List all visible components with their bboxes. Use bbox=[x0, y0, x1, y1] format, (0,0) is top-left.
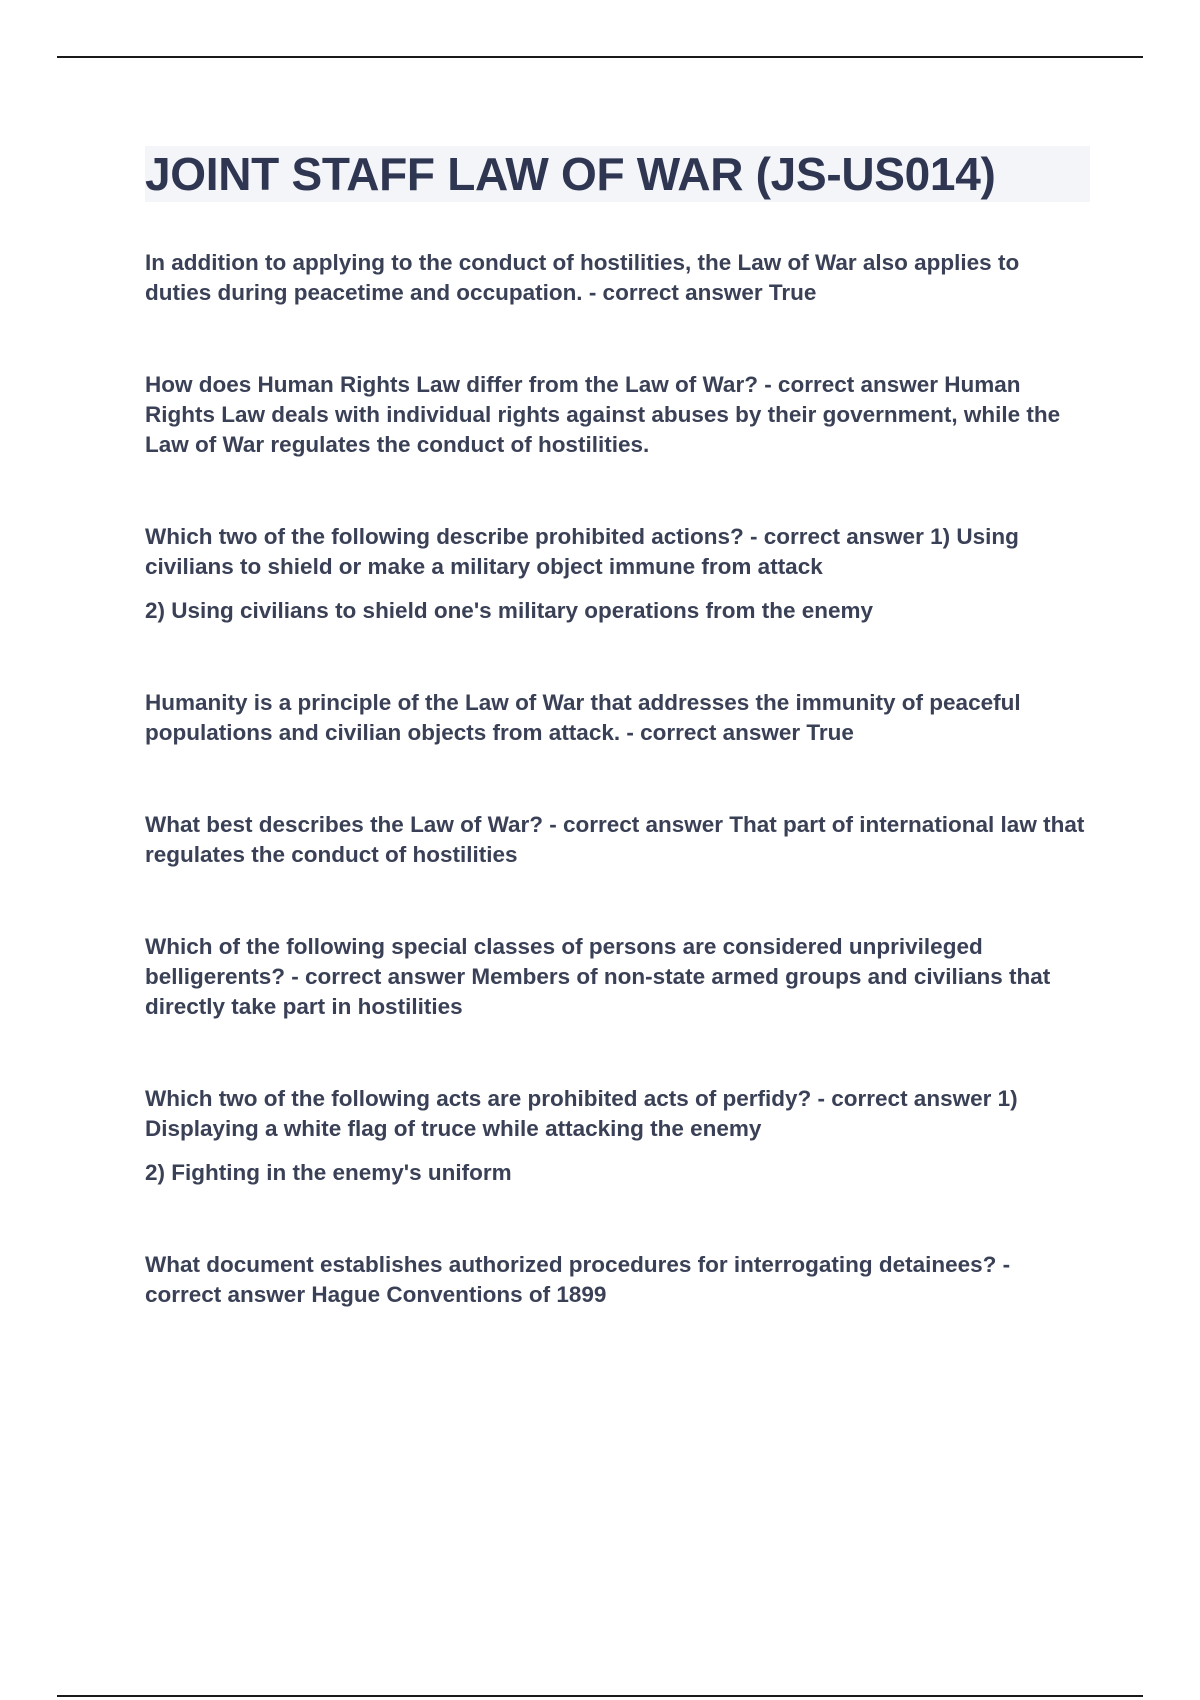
qa-text: Which of the following special classes of persons are considered unprivileged belligerents? - correct answer Members of non-state armed groups and civilians that directly take part in hostilities bbox=[145, 934, 1051, 1019]
qa-item bbox=[145, 522, 1090, 626]
qa-list bbox=[145, 248, 1090, 1310]
qa-text: How does Human Rights Law differ from the Law of War? - correct answer Human Rights Law deals with individual rights against abuses by their government, while the Law of War regulates the conduct of hostilities. bbox=[145, 372, 1061, 457]
qa-item bbox=[145, 810, 1090, 870]
qa-text: Which two of the following describe prohibited actions? - correct answer 1) Using civilians to shield or make a military object immune from attack bbox=[145, 524, 1019, 579]
qa-text-continued: 2) Fighting in the enemy's uniform bbox=[145, 1160, 512, 1185]
qa-text: What best describes the Law of War? - correct answer That part of international law that regulates the conduct of hostilities bbox=[145, 812, 1085, 867]
qa-text: In addition to applying to the conduct of hostilities, the Law of War also applies to duties during peacetime and occupation. - correct answer True bbox=[145, 250, 1020, 305]
qa-item bbox=[145, 370, 1090, 460]
qa-text: Humanity is a principle of the Law of War that addresses the immunity of peaceful populations and civilian objects from attack. - correct answer True bbox=[145, 690, 1021, 745]
document-body bbox=[145, 146, 1090, 1310]
qa-text: What document establishes authorized procedures for interrogating detainees? - correct answer Hague Conventions of 1899 bbox=[145, 1252, 1011, 1307]
bottom-rule bbox=[57, 1695, 1143, 1697]
document-title: JOINT STAFF LAW OF WAR (JS-US014) bbox=[145, 146, 1090, 202]
qa-item bbox=[145, 248, 1090, 308]
top-rule bbox=[57, 56, 1143, 58]
qa-item bbox=[145, 688, 1090, 748]
qa-text-continued: 2) Using civilians to shield one's military operations from the enemy bbox=[145, 598, 874, 623]
qa-item bbox=[145, 1084, 1090, 1188]
qa-item bbox=[145, 1250, 1090, 1310]
qa-item bbox=[145, 932, 1090, 1022]
qa-text: Which two of the following acts are prohibited acts of perfidy? - correct answer 1) Displaying a white flag of truce while attacking the enemy bbox=[145, 1086, 1018, 1141]
